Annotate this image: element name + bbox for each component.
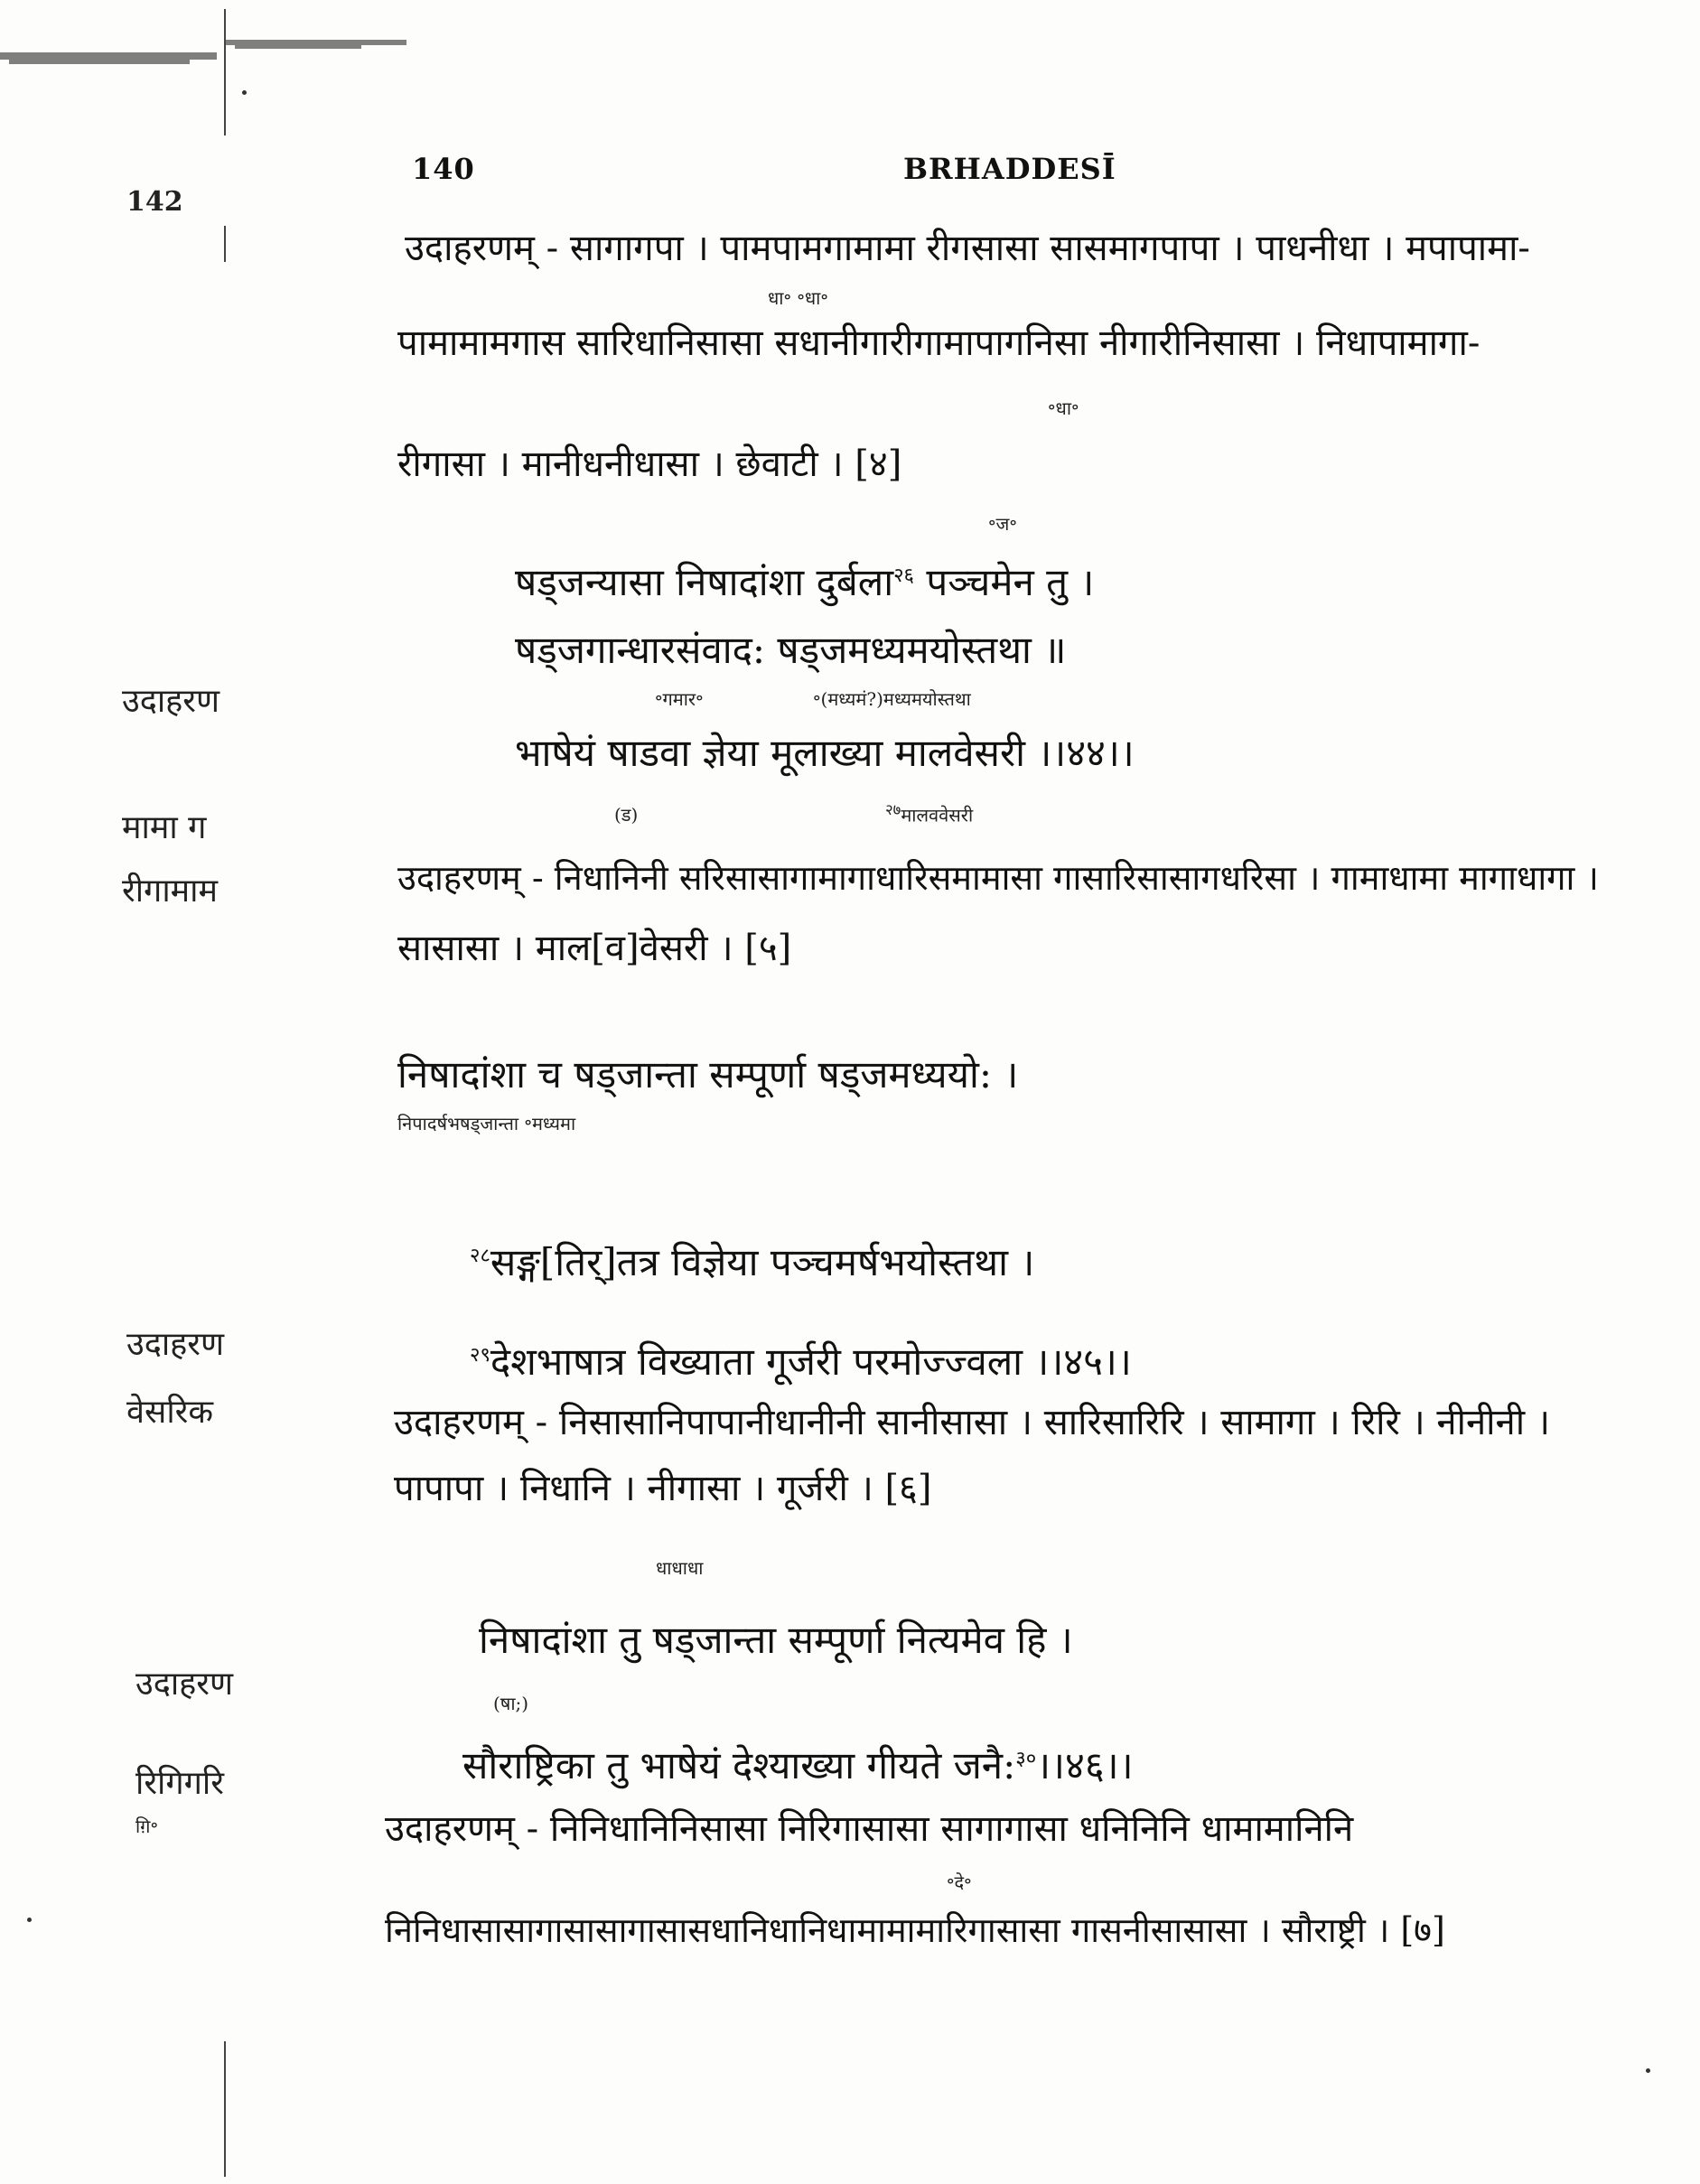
verse-line: [470, 1335, 1132, 1386]
example-line: रीगासा । मानीधनीधासा । छेवाटी । [४]: [397, 443, 902, 485]
annotation: [885, 798, 973, 827]
verse-text: ।।४६।।: [1036, 1743, 1134, 1787]
left-fragment: रीगामाम: [122, 873, 219, 910]
example-line: निनिधासासागासासागासासधानिधानिधामामामारिगासासा गासनीसासासा । सौराष्ट्री । [७]: [385, 1910, 1445, 1950]
footnote-ref: २६: [893, 565, 914, 587]
annotation: धाधाधा: [656, 1557, 704, 1579]
annotation: ॰(मध्यमं?)मध्यमयोस्तथा: [813, 688, 971, 710]
annotation: (ड): [614, 804, 639, 826]
annotation: ॰धा॰: [1048, 397, 1079, 419]
page-number: 140: [412, 152, 475, 186]
annotation: ॰गमार॰: [655, 688, 704, 710]
scan-noise: [0, 0, 425, 72]
example-line: पामामामगास सारिधानिसासा सधानीगारीगामापागनिसा नीगारीनिसासा । निधापामागा-: [397, 322, 1480, 364]
example-line: पापापा । निधानि । नीगासा । गूर्जरी । [६]: [394, 1468, 932, 1509]
verse-text: षड्जन्यासा निषादांशा दुर्बला: [515, 560, 894, 604]
footnote-ref: २८: [470, 1245, 490, 1267]
left-fragment: उदाहरण: [122, 683, 220, 720]
outer-page-number: 142: [126, 186, 183, 218]
verse-line: [470, 1236, 1034, 1287]
example-line: उदाहरणम् - निधानिनी सरिसासागामागाधारिसमामासा गासारिसासागधरिसा । गामाधामा मागाधागा ।: [397, 858, 1599, 898]
footnote-ref: ३०: [1015, 1748, 1037, 1770]
verse-line: निषादांशा तु षड्जान्ता सम्पूर्णा नित्यमेव हि ।: [479, 1618, 1073, 1662]
left-fragment: रिगिगरि: [135, 1765, 224, 1802]
annotation: (षा;): [493, 1693, 529, 1714]
left-fragment: मामा ग: [122, 809, 207, 846]
gutter-line: [224, 226, 226, 262]
left-fragment: उदाहरण: [126, 1326, 225, 1363]
gutter-line: [224, 2041, 226, 2177]
example-line: सासासा । माल[व]वेसरी । [५]: [397, 928, 792, 969]
annotation: निपादर्षभषड्जान्ता ॰मध्यमा: [397, 1113, 576, 1134]
annotation: ॰दे॰: [947, 1871, 972, 1893]
annotation: धा॰ ॰धा॰: [768, 287, 828, 309]
left-fragment: वेसरिक: [126, 1394, 214, 1431]
example-line: उदाहरणम् - निनिधानिनिसासा निरिगासासा सागागासा धनिनिनि धामामानिनि: [385, 1808, 1354, 1850]
verse-line: [515, 555, 1094, 607]
annotation: ॰ज॰: [988, 513, 1017, 535]
example-line: उदाहरणम् - निसासानिपापानीधानीनी सानीसासा । सारिसारिरि । सामागा । रिरि । नीनीनी ।: [394, 1402, 1550, 1443]
verse-text: सौराष्ट्रिका तु भाषेयं देश्याख्या गीयते जनै:: [462, 1743, 1016, 1787]
annotation-text: मालववेसरी: [901, 804, 974, 826]
verse-text: पञ्चमेन तु ।: [914, 560, 1095, 604]
verse-text: सङ्ग[तिर्]तत्र विज्ञेया पञ्चमर्षभयोस्तथा ।: [490, 1240, 1035, 1284]
verse-text: देशभाषात्र विख्याता गूर्जरी परमोज्ज्वला ।।४५।।: [490, 1339, 1132, 1384]
footnote-ref: २९: [470, 1344, 490, 1367]
verse-line: षड्जगान्धारसंवाद: षड्जमध्यमयोस्तथा ॥: [515, 628, 1067, 672]
example-line: उदाहरणम् - सागागपा । पामपामगामामा रीगसासा सासमागपापा । पाधनीधा । मपापामा-: [405, 228, 1530, 269]
running-title: BRHADDESĪ: [903, 152, 1116, 186]
verse-line: भाषेयं षाडवा ज्ञेया मूलाख्या मालवेसरी ।।४४।।: [515, 731, 1135, 775]
left-fragment: उदाहरण: [135, 1666, 234, 1703]
left-fragment: ग़ि॰: [135, 1815, 158, 1837]
verse-line: [462, 1739, 1134, 1790]
footnote-ref: २७: [885, 801, 901, 818]
gutter-line: [224, 9, 226, 135]
verse-line: निषादांशा च षड्जान्ता सम्पूर्णा षड्जमध्ययो: ।: [397, 1052, 1019, 1097]
